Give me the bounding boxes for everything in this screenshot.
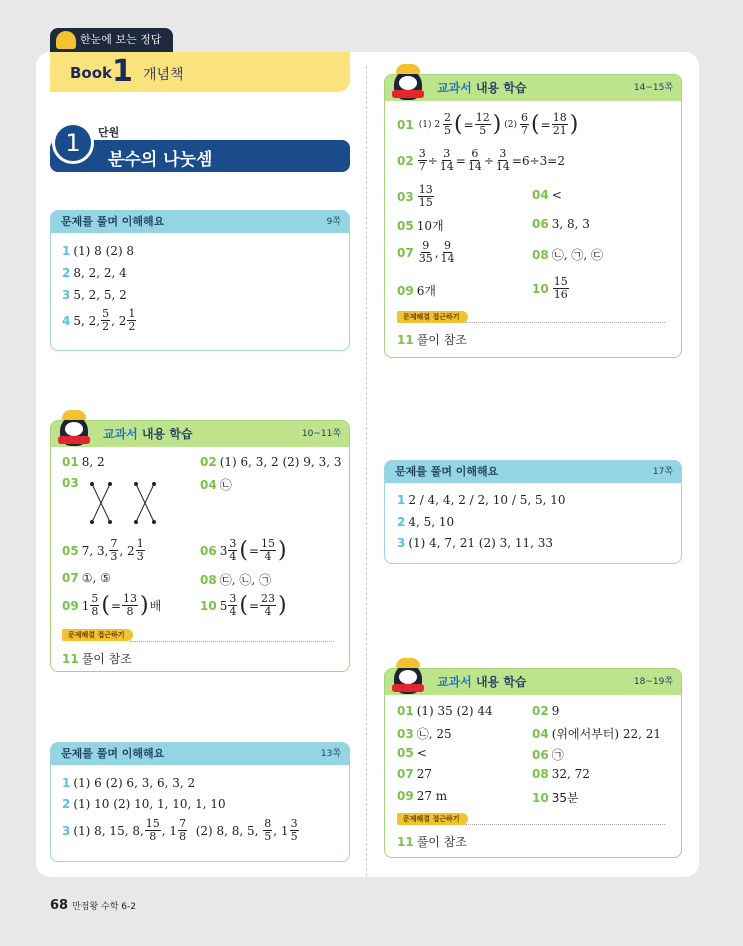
answer-row: 2 (1) 10 (2) 10, 1, 10, 1, 10 — [62, 797, 226, 811]
answer-row: 01 8, 2 — [62, 455, 105, 469]
answer-row: 09 6개 — [397, 283, 436, 298]
answer-row: 02 9 — [532, 704, 560, 718]
answer-row: 05 7, 3, $\frac{7}{3}$ , 2 $\frac{1}{3}$ — [62, 537, 144, 563]
penguin-icon — [56, 410, 92, 448]
answer-row: 2 8, 2, 2, 4 — [62, 266, 127, 280]
box-page-9: 문제를 풀며 이해해요 9쪽 — [50, 210, 350, 351]
answer-row: 02 $\frac{3}{7}$ ÷ $\frac{3}{14}$ = $\frac{6}{14}$ ÷ $\frac{3}{14}$ =6÷3=2 — [397, 147, 565, 173]
penguin-icon — [390, 64, 426, 102]
answer-row: 03 — [62, 476, 79, 490]
answer-row: 04 < — [532, 188, 562, 202]
answer-row: 06 ㉠ — [532, 747, 564, 762]
answer-row: 10 $\frac{15}{16}$ — [532, 275, 568, 301]
answer-row: 07 $\frac{9}{35}$ , $\frac{9}{14}$ — [397, 239, 455, 265]
answer-row: 2 4, 5, 10 — [397, 515, 455, 529]
answer-row: 3 (1) 8, 15, 8, $\frac{15}{8}$ , 1 $\frac{7}{8}$ (2) 8, 8, 5, $\frac{8}{5}$ , 1 $\frac{3}{5}$ — [62, 817, 298, 843]
penguin-icon — [390, 658, 426, 696]
answer-row: 09 27 m — [397, 789, 448, 803]
answer-row: 05 < — [397, 746, 427, 760]
answer-row: 01 (1) 35 (2) 44 — [397, 704, 493, 718]
answer-row: 11 풀이 참조 — [62, 651, 132, 666]
solve-tag: 문제해결 접근하기 — [397, 813, 468, 825]
page-number: 68 — [50, 898, 69, 913]
solve-tag: 문제해결 접근하기 — [397, 311, 468, 323]
answer-row: 3 5, 2, 5, 2 — [62, 288, 127, 302]
unit-title: 분수의 나눗셈 — [108, 150, 213, 170]
answer-row: 3 (1) 4, 7, 21 (2) 3, 11, 33 — [397, 536, 554, 550]
page-footer: 68 만점왕 수학 6-2 — [50, 898, 136, 913]
box-page-18-19: 교과서 내용 학습 18~19쪽 — [384, 668, 682, 858]
hat-icon — [56, 31, 76, 49]
answer-row: 05 10개 — [397, 218, 444, 233]
answer-row: 08 32, 72 — [532, 767, 590, 781]
answer-tab: 한눈에 보는 정답 — [50, 28, 173, 52]
answer-row: 1 (1) 6 (2) 6, 3, 6, 3, 2 — [62, 776, 196, 790]
answer-row: 07 27 — [397, 767, 432, 781]
answer-row: 02 (1) 6, 3, 2 (2) 9, 3, 3 — [200, 455, 342, 469]
box-page-13: 문제를 풀며 이해해요 13쪽 — [50, 742, 350, 862]
unit-header: 1 단원 분수의 나눗셈 — [50, 120, 350, 172]
answer-row: 06 3, 8, 3 — [532, 217, 590, 231]
answer-row: 07 ①, ⑤ — [62, 571, 111, 585]
answer-row: 4 5, 2, $\frac{5}{2}$ , 2 $\frac{1}{2}$ — [62, 307, 136, 333]
answer-row: 11 풀이 참조 — [397, 332, 467, 347]
column-divider — [366, 66, 367, 876]
answer-row: 03 ㉡, 25 — [397, 726, 452, 741]
matching-lines-diagram — [84, 478, 164, 526]
answer-row: 01 (1) 2 $\frac{2}{5}$ ( = $\frac{12}{5}$ ) (2) $\frac{6}{7}$ ( = $\frac{18}{21}$ ) — [397, 111, 579, 137]
box-page-17: 문제를 풀며 이해해요 17쪽 — [384, 460, 682, 564]
answer-row: 09 1 $\frac{5}{8}$ ( = $\frac{13}{8}$ ) 배 — [62, 592, 162, 618]
unit-number: 1 — [52, 122, 94, 164]
answer-row: 10 35분 — [532, 790, 579, 805]
answer-row: 04 (위에서부터) 22, 21 — [532, 726, 662, 741]
answer-row: 06 3 $\frac{3}{4}$ ( = $\frac{15}{4}$ ) — [200, 537, 287, 563]
answer-row: 1 (1) 8 (2) 8 — [62, 244, 135, 258]
answer-row: 11 풀이 참조 — [397, 834, 467, 849]
answer-row: 03 $\frac{13}{15}$ — [397, 183, 433, 209]
answer-row: 1 2 / 4, 4, 2 / 2, 10 / 5, 5, 10 — [397, 493, 566, 507]
answer-row: 04 ㉡ — [200, 477, 232, 492]
answer-row: 08 ㉡, ㉠, ㉢ — [532, 247, 603, 262]
book-banner: Book 1 개념책 — [50, 52, 350, 92]
solve-tag: 문제해결 접근하기 — [62, 629, 133, 641]
answer-row: 10 5 $\frac{3}{4}$ ( = $\frac{23}{4}$ ) — [200, 592, 287, 618]
box-page-14-15: 교과서 내용 학습 14~15쪽 — [384, 74, 682, 358]
box-page-10-11: 교과서 내용 학습 10~11쪽 — [50, 420, 350, 672]
answer-row: 08 ㉢, ㉡, ㉠ — [200, 572, 271, 587]
